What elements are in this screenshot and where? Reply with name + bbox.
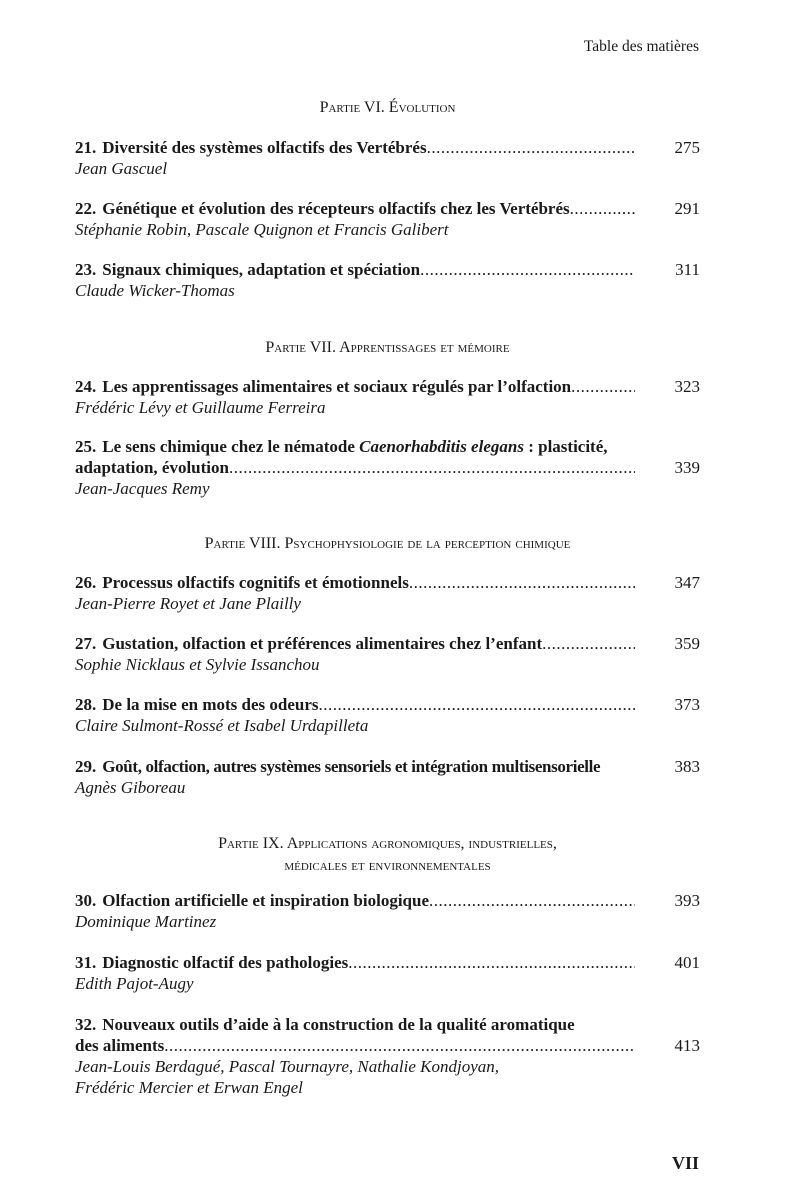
dot-leader xyxy=(229,457,635,478)
chapter-number: 21. xyxy=(75,138,97,157)
chapter-authors: Agnès Giboreau xyxy=(75,778,186,797)
dot-leader xyxy=(570,198,635,219)
chapter-number: 22. xyxy=(75,199,97,218)
chapter-authors: Claude Wicker-Thomas xyxy=(75,281,235,300)
toc-entry[interactable] xyxy=(75,198,700,240)
chapter-authors: Edith Pajot-Augy xyxy=(75,974,194,993)
page-number: 347 xyxy=(674,573,700,592)
page-number: 311 xyxy=(675,260,700,279)
page-number: 393 xyxy=(674,891,700,910)
chapter-number: 23. xyxy=(75,260,97,279)
toc-entry[interactable] xyxy=(75,572,700,614)
chapter-authors: Sophie Nicklaus et Sylvie Issanchou xyxy=(75,655,320,674)
dot-leader xyxy=(542,633,635,654)
dot-leader xyxy=(427,137,635,158)
page-number: 373 xyxy=(674,695,700,714)
chapter-number: 27. xyxy=(75,634,97,653)
part-heading: Partie IX. Applications agronomiques, industrielles, médicales et environnementales xyxy=(218,835,557,874)
part-heading: Partie VII. Apprentissages et mémoire xyxy=(265,339,510,356)
chapter-authors: Dominique Martinez xyxy=(75,912,217,931)
page-number: 323 xyxy=(674,377,700,396)
chapter-title: Nouveaux outils d’aide à la construction de la qualité aromatique xyxy=(102,1015,575,1034)
chapter-authors: Jean Gascuel xyxy=(75,159,168,178)
chapter-title-continued: adaptation, évolution xyxy=(75,458,229,477)
chapter-title: De la mise en mots des odeurs xyxy=(102,695,319,714)
dot-leader xyxy=(164,1035,635,1056)
chapter-authors: Jean-Jacques Remy xyxy=(75,479,210,498)
chapter-title: Goût, olfaction, autres systèmes sensoriels et intégration multisensorielle xyxy=(102,757,601,776)
chapter-number: 28. xyxy=(75,695,97,714)
chapter-number: 32. xyxy=(75,1015,97,1034)
toc-entry[interactable] xyxy=(75,633,700,675)
dot-leader xyxy=(348,952,635,973)
chapter-number: 31. xyxy=(75,953,97,972)
chapter-title: Gustation, olfaction et préférences alimentaires chez l’enfant xyxy=(102,634,543,653)
chapter-title: Diversité des systèmes olfactifs des Vertébrés xyxy=(102,138,427,157)
toc-entry[interactable] xyxy=(75,436,700,499)
chapter-title: Signaux chimiques, adaptation et spéciation xyxy=(102,260,421,279)
chapter-authors: Jean-Louis Berdagué, Pascal Tournayre, Nathalie Kondjoyan, xyxy=(75,1057,500,1076)
chapter-authors: Jean-Pierre Royet et Jane Plailly xyxy=(75,594,301,613)
chapter-authors: Frédéric Lévy et Guillaume Ferreira xyxy=(75,398,326,417)
chapter-title: Le sens chimique chez le nématode Caenorhabditis elegans : plasticité, xyxy=(102,437,608,456)
page-number: 275 xyxy=(674,138,700,157)
dot-leader xyxy=(571,376,635,397)
page-number: 291 xyxy=(674,199,700,218)
chapter-title: Processus olfactifs cognitifs et émotionnels xyxy=(102,573,409,592)
page-number: 339 xyxy=(674,458,700,477)
toc-entry[interactable] xyxy=(75,376,700,418)
chapter-authors: Claire Sulmont-Rossé et Isabel Urdapilleta xyxy=(75,716,369,735)
toc-entry[interactable] xyxy=(75,756,700,798)
page-number: 413 xyxy=(674,1036,700,1055)
chapter-number: 29. xyxy=(75,757,97,776)
chapter-authors: Stéphanie Robin, Pascale Quignon et Francis Galibert xyxy=(75,220,449,239)
dot-leader xyxy=(420,259,635,280)
chapter-title: Diagnostic olfactif des pathologies xyxy=(102,953,349,972)
toc-entry[interactable] xyxy=(75,952,700,994)
chapter-title: Les apprentissages alimentaires et sociaux régulés par l’olfaction xyxy=(102,377,572,396)
dot-leader xyxy=(319,694,635,715)
part-heading: Partie VIII. Psychophysiologie de la perception chimique xyxy=(204,535,571,552)
chapter-number: 26. xyxy=(75,573,97,592)
chapter-number: 30. xyxy=(75,891,97,910)
chapter-number: 24. xyxy=(75,377,97,396)
dot-leader xyxy=(429,890,635,911)
toc-entry[interactable] xyxy=(75,1014,700,1098)
chapter-authors-continued: Frédéric Mercier et Erwan Engel xyxy=(75,1078,303,1097)
running-head: Table des matières xyxy=(583,38,699,55)
chapter-number: 25. xyxy=(75,437,97,456)
chapter-title: Génétique et évolution des récepteurs olfactifs chez les Vertébrés xyxy=(102,199,570,218)
part-heading: Partie VI. Évolution xyxy=(319,99,456,116)
chapter-title-continued: des aliments xyxy=(75,1036,165,1055)
page-number: 401 xyxy=(674,953,700,972)
toc-entry[interactable] xyxy=(75,259,700,301)
page-folio: VII xyxy=(671,1153,699,1173)
toc-entry[interactable] xyxy=(75,890,700,932)
dot-leader xyxy=(409,572,635,593)
toc-entry[interactable] xyxy=(75,137,700,179)
page-number: 359 xyxy=(674,634,700,653)
page-number: 383 xyxy=(674,757,700,776)
chapter-title: Olfaction artificielle et inspiration biologique xyxy=(102,891,430,910)
toc-entry[interactable] xyxy=(75,694,700,736)
